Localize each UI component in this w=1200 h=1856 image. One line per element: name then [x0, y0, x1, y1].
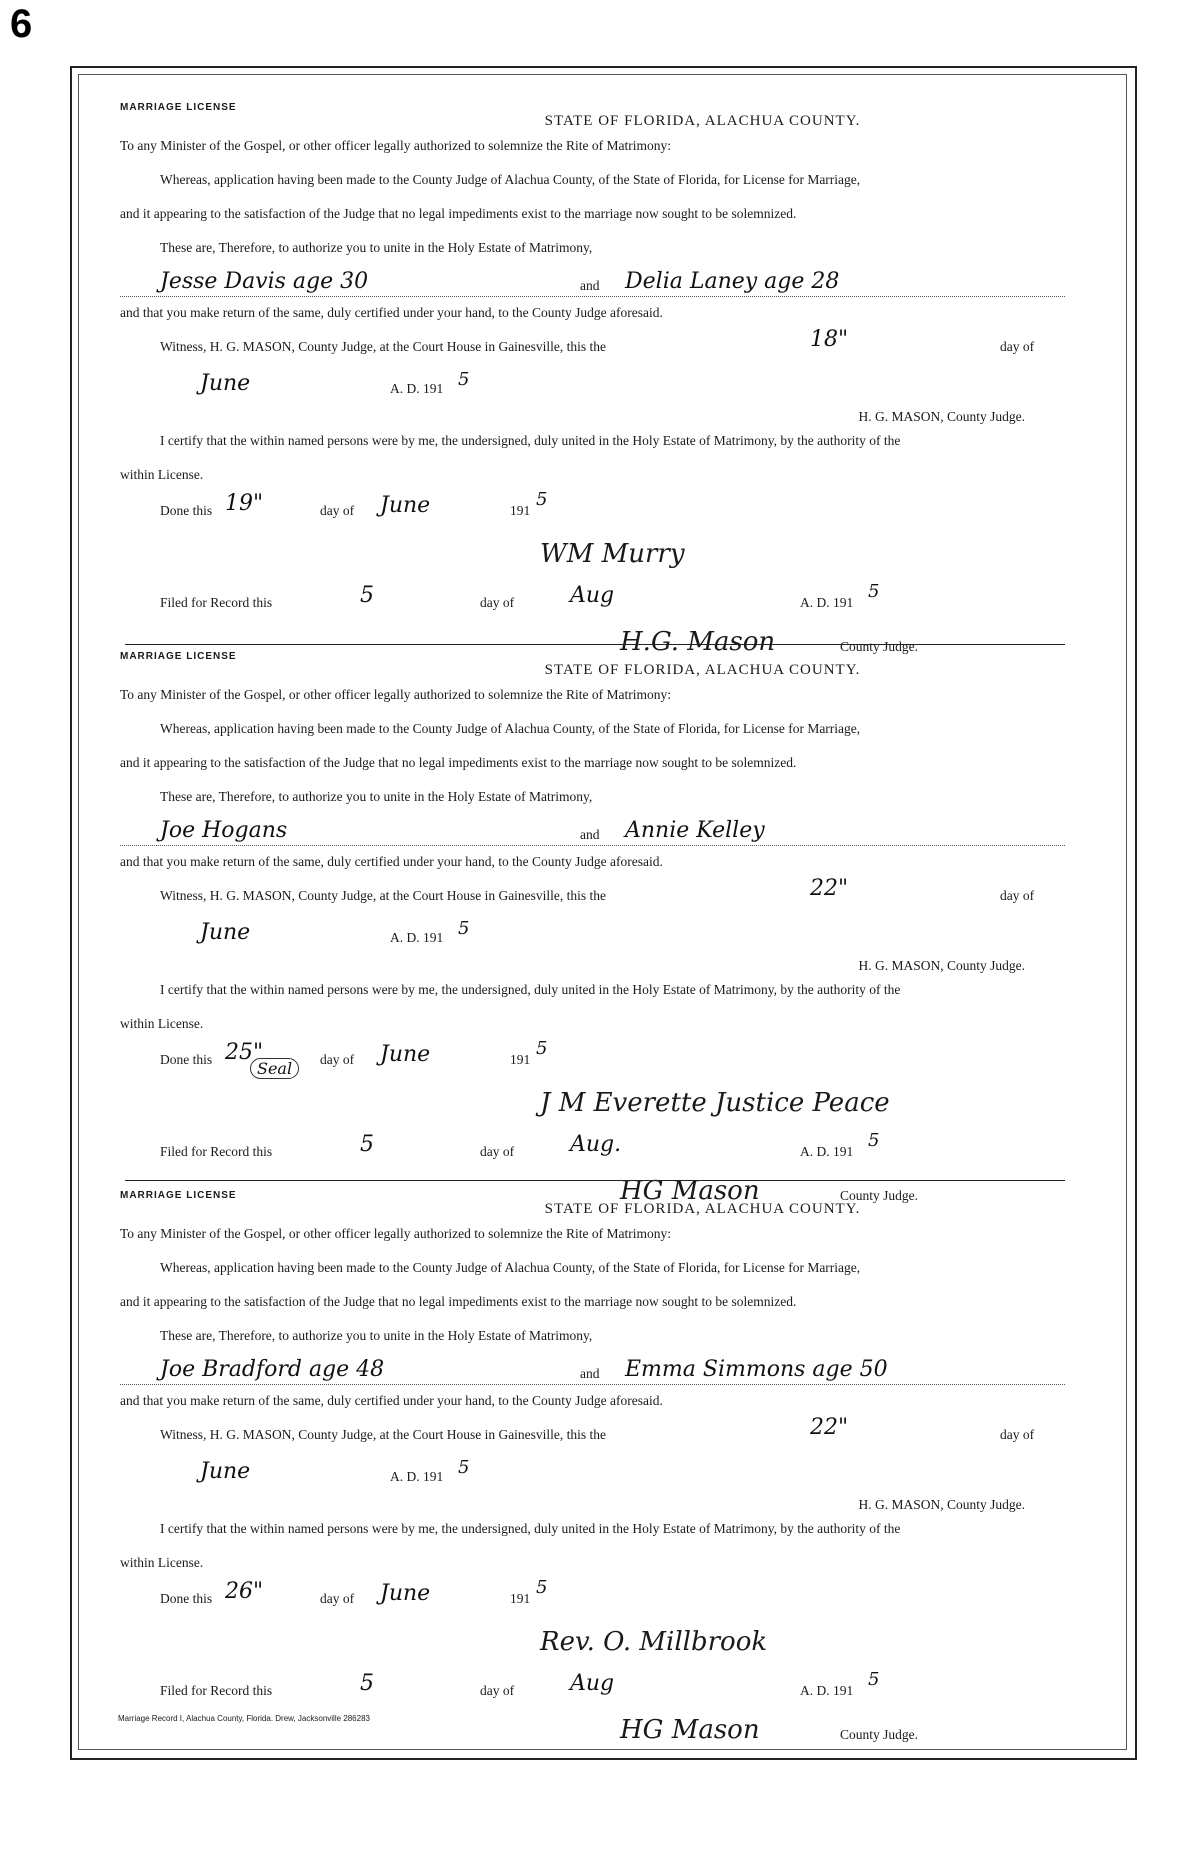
done-year: 5: [536, 489, 548, 510]
judge-signature: H.G. Mason: [620, 627, 776, 657]
ad-label: A. D. 191: [800, 595, 854, 610]
county-judge-label: County Judge.: [840, 1727, 919, 1742]
certify-text-cont: within License.: [120, 467, 204, 482]
groom-name: Jesse Davis age 30: [160, 269, 369, 294]
footer-imprint: Marriage Record I, Alachua County, Florida. Drew, Jacksonville 286283: [118, 1714, 370, 1723]
officiant-line: [120, 1627, 1065, 1663]
done-month: June: [380, 1042, 431, 1067]
marriage-license-2: [120, 651, 1065, 1210]
done-year: 5: [536, 1577, 548, 1598]
witness-date-line: [120, 1457, 1065, 1493]
groom-name: Joe Bradford age 48: [160, 1357, 385, 1382]
license-state-title: STATE OF FLORIDA, ALACHUA COUNTY.: [544, 113, 861, 129]
ad-label: A. D. 191: [390, 930, 444, 945]
filed-year: 5: [868, 1669, 880, 1690]
filed-month: Aug.: [570, 1132, 622, 1157]
done-label: Done this: [160, 1591, 213, 1606]
filed-year: 5: [868, 581, 880, 602]
witness-month: June: [200, 1459, 251, 1484]
judge-name: H. G. MASON, County Judge.: [858, 1497, 1025, 1512]
witness-text: Witness, H. G. MASON, County Judge, at the Court House in Gainesville, this the: [160, 339, 607, 354]
groom-name: Joe Hogans: [160, 818, 288, 843]
witness-line: [120, 327, 1065, 363]
done-label: Done this: [160, 503, 213, 518]
authorize-text: These are, Therefore, to authorize you to unite in the Holy Estate of Matrimony,: [160, 1328, 593, 1343]
certify-text: I certify that the within named persons were by me, the undersigned, duly united in the Holy Estate of Matrimony, by the authority of the: [160, 433, 901, 448]
ad-label: A. D. 191: [800, 1683, 854, 1698]
names-line: [120, 811, 1065, 846]
filed-line: [120, 581, 1065, 619]
whereas-text-cont: and it appearing to the satisfaction of the Judge that no legal impediments exist to the marriage now sought to be solemnized.: [120, 1294, 797, 1309]
return-text: and that you make return of the same, duly certified under your hand, to the County Judge aforesaid.: [120, 1393, 663, 1408]
page-number: 6: [10, 2, 33, 46]
seal-mark: Seal: [250, 1058, 299, 1079]
county-judge-label: County Judge.: [840, 639, 919, 654]
whereas-text: Whereas, application having been made to the County Judge of Alachua County, of the State of Florida, for License for Marriage,: [160, 721, 861, 736]
certify-text-cont: within License.: [120, 1555, 204, 1570]
ad-label: A. D. 191: [390, 381, 444, 396]
witness-day: 22": [810, 876, 849, 901]
filed-label: Filed for Record this: [160, 595, 273, 610]
day-of-label: day of: [320, 503, 355, 518]
day-of-label: day of: [480, 595, 515, 610]
certify-text: I certify that the within named persons were by me, the undersigned, duly united in the Holy Estate of Matrimony, by the authority of the: [160, 982, 901, 997]
license-label: MARRIAGE LICENSE: [120, 1190, 237, 1201]
and-label: and: [580, 827, 600, 842]
names-line: [120, 1350, 1065, 1385]
license-state-title: STATE OF FLORIDA, ALACHUA COUNTY.: [544, 662, 861, 678]
judge-name: H. G. MASON, County Judge.: [858, 409, 1025, 424]
authorize-text: These are, Therefore, to authorize you to unite in the Holy Estate of Matrimony,: [160, 789, 593, 804]
done-label: Done this: [160, 1052, 213, 1067]
bride-name: Delia Laney age 28: [625, 269, 840, 294]
filed-month: Aug: [570, 1671, 615, 1696]
county-judge-label: County Judge.: [840, 1188, 919, 1203]
filed-day: 5: [360, 1671, 374, 1696]
witness-year: 5: [458, 1457, 470, 1478]
done-day: 25": [225, 1040, 264, 1065]
license-label: MARRIAGE LICENSE: [120, 651, 237, 662]
ad-label: A. D. 191: [390, 1469, 444, 1484]
witness-day: 18": [810, 327, 849, 352]
day-of-label: day of: [1000, 888, 1035, 903]
day-of-label: day of: [480, 1144, 515, 1159]
license-label: MARRIAGE LICENSE: [120, 102, 237, 113]
done-month: June: [380, 493, 431, 518]
officiant-signature: WM Murry: [540, 539, 685, 569]
return-text: and that you make return of the same, duly certified under your hand, to the County Judge aforesaid.: [120, 305, 663, 320]
license-state-title: STATE OF FLORIDA, ALACHUA COUNTY.: [544, 1201, 861, 1217]
done-line: [120, 489, 1065, 527]
year-prefix: 191: [510, 503, 531, 518]
done-year: 5: [536, 1038, 548, 1059]
divider: [125, 644, 1065, 645]
filed-year: 5: [868, 1130, 880, 1151]
judge-signature: HG Mason: [620, 1715, 760, 1745]
filed-label: Filed for Record this: [160, 1144, 273, 1159]
done-line: [120, 1577, 1065, 1615]
filed-day: 5: [360, 583, 374, 608]
day-of-label: day of: [320, 1591, 355, 1606]
filed-line: [120, 1669, 1065, 1707]
to-any-minister: To any Minister of the Gospel, or other officer legally authorized to solemnize the Rite of Matrimony:: [120, 687, 672, 702]
day-of-label: day of: [480, 1683, 515, 1698]
filed-day: 5: [360, 1132, 374, 1157]
names-line: [120, 262, 1065, 297]
witness-text: Witness, H. G. MASON, County Judge, at the Court House in Gainesville, this the: [160, 888, 607, 903]
officiant-line: [120, 539, 1065, 575]
filed-line: [120, 1130, 1065, 1168]
filed-month: Aug: [570, 583, 615, 608]
to-any-minister: To any Minister of the Gospel, or other officer legally authorized to solemnize the Rite of Matrimony:: [120, 138, 672, 153]
witness-month: June: [200, 371, 251, 396]
witness-line: [120, 876, 1065, 912]
judge-name: H. G. MASON, County Judge.: [858, 958, 1025, 973]
done-day: 26": [225, 1579, 264, 1604]
year-prefix: 191: [510, 1052, 531, 1067]
witness-line: [120, 1415, 1065, 1451]
divider: [125, 1180, 1065, 1181]
bride-name: Annie Kelley: [625, 818, 765, 843]
done-day: 19": [225, 491, 264, 516]
year-prefix: 191: [510, 1591, 531, 1606]
witness-year: 5: [458, 369, 470, 390]
filed-label: Filed for Record this: [160, 1683, 273, 1698]
and-label: and: [580, 1366, 600, 1381]
day-of-label: day of: [1000, 339, 1035, 354]
to-any-minister: To any Minister of the Gospel, or other officer legally authorized to solemnize the Rite of Matrimony:: [120, 1226, 672, 1241]
officiant-signature: Rev. O. Millbrook: [540, 1627, 768, 1657]
return-text: and that you make return of the same, duly certified under your hand, to the County Judge aforesaid.: [120, 854, 663, 869]
witness-day: 22": [810, 1415, 849, 1440]
bride-name: Emma Simmons age 50: [625, 1357, 888, 1382]
done-month: June: [380, 1581, 431, 1606]
day-of-label: day of: [1000, 1427, 1035, 1442]
certify-text: I certify that the within named persons were by me, the undersigned, duly united in the Holy Estate of Matrimony, by the authority of the: [160, 1521, 901, 1536]
witness-year: 5: [458, 918, 470, 939]
marriage-license-3: [120, 1190, 1065, 1749]
witness-month: June: [200, 920, 251, 945]
authorize-text: These are, Therefore, to authorize you to unite in the Holy Estate of Matrimony,: [160, 240, 593, 255]
certify-text-cont: within License.: [120, 1016, 204, 1031]
whereas-text-cont: and it appearing to the satisfaction of the Judge that no legal impediments exist to the marriage now sought to be solemnized.: [120, 755, 797, 770]
whereas-text: Whereas, application having been made to the County Judge of Alachua County, of the State of Florida, for License for Marriage,: [160, 1260, 861, 1275]
witness-date-line: [120, 369, 1065, 405]
officiant-signature: J M Everette Justice Peace: [540, 1088, 890, 1118]
marriage-license-1: [120, 102, 1065, 661]
whereas-text-cont: and it appearing to the satisfaction of the Judge that no legal impediments exist to the marriage now sought to be solemnized.: [120, 206, 797, 221]
and-label: and: [580, 278, 600, 293]
witness-text: Witness, H. G. MASON, County Judge, at the Court House in Gainesville, this the: [160, 1427, 607, 1442]
ad-label: A. D. 191: [800, 1144, 854, 1159]
day-of-label: day of: [320, 1052, 355, 1067]
whereas-text: Whereas, application having been made to the County Judge of Alachua County, of the State of Florida, for License for Marriage,: [160, 172, 861, 187]
judge-signature: HG Mason: [620, 1176, 760, 1206]
witness-date-line: [120, 918, 1065, 954]
